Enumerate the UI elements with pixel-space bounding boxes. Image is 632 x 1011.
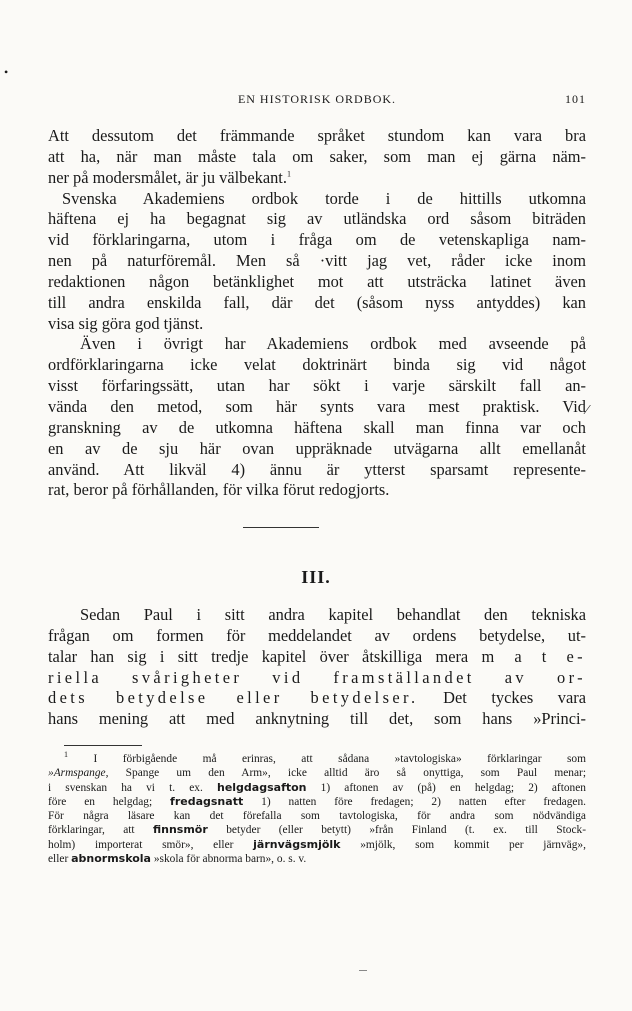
running-title: EN HISTORISK ORDBOK.: [237, 92, 397, 106]
text-span: i svenskan ha vi t. ex.: [48, 781, 217, 794]
spaced-text: riella svårigheter vid framställandet av or-: [48, 667, 586, 687]
bold-term: järnvägsmjölk: [253, 837, 341, 851]
footnote-line: För några läsare kan det förefalla som tavtologiska, för andra som nödvändiga: [48, 810, 586, 823]
text-line: till andra enskilda fall, där det (såsom nyss antyddes) kan: [48, 292, 586, 312]
bold-term: abnormskola: [71, 852, 151, 866]
text-span: I förbigående må erinras, att sådana »tavtologiska» förklaringar som: [93, 753, 586, 765]
text-line: vid förklaringarna, utom i fråga om de vetenskapliga nam-: [48, 230, 586, 250]
text-line: frågan om formen för meddelandet av ordens betydelse, ut-: [48, 625, 586, 645]
text-span: »mjölk, som kommit per järnväg»,: [340, 838, 586, 851]
text-span: Det tyckes vara: [443, 688, 587, 708]
margin-tick: ⁄: [586, 403, 589, 418]
footnote: [48, 752, 586, 866]
text-span: 1) aftonen av (på) en helgdag; 2) aftonen: [306, 781, 586, 794]
text-line: visst förfaringssätt, utan har sökt i varje särskilt fall an-: [48, 376, 586, 396]
text-span: eller: [48, 853, 72, 866]
text-span: talar han sig i sitt tredje kapitel över åtskilliga mera: [48, 646, 469, 666]
footnote-line: [48, 852, 586, 866]
bold-term: fredagsnatt: [170, 794, 244, 808]
text-span: holm) importerat smör», eller: [48, 838, 254, 851]
text-line: Svenska Akademiens ordbok torde i de hittills utkomna: [62, 188, 586, 208]
footnote-line: [48, 795, 586, 809]
text-span: ner på modersmålet, är ju välbekant.: [48, 167, 287, 187]
text-line: rat, beror på förhållanden, för vilka förut redogjorts.: [48, 480, 390, 500]
text-line: att ha, när man måste tala om saker, som man ej gärna näm-: [48, 146, 586, 166]
footnote-ref: 1: [286, 169, 291, 179]
footnote-line: [48, 781, 586, 795]
text-line: Även i övrigt har Akademiens ordbok med avseende på: [80, 334, 586, 354]
text-span: före en helgdag;: [48, 795, 171, 808]
footnote-line: [48, 752, 586, 766]
text-span: Spange um den Arm», icke alltid äro så onyttiga, som Paul menar;: [108, 767, 586, 780]
spaced-text: dets betydelse eller betydelser.: [48, 688, 419, 708]
footnote-line: [48, 823, 586, 837]
text-line: [48, 647, 586, 668]
footnote-line: [48, 766, 586, 780]
text-line: [48, 688, 586, 709]
text-line: visa sig göra god tjänst.: [48, 313, 204, 333]
text-span: förklaringar, att: [48, 824, 153, 837]
margin-dot: •: [4, 65, 9, 79]
text-line: vända den metod, som här synts vara mest praktisk. Vid: [48, 396, 586, 416]
body-text-top: [48, 126, 589, 501]
spaced-text: m a t e-: [481, 646, 587, 666]
italic-term: »Armspange,: [48, 767, 109, 780]
text-line: Sedan Paul i sitt andra kapitel behandlat den tekniska: [80, 605, 586, 624]
section-heading: III.: [301, 567, 331, 587]
page-mark: [359, 970, 367, 971]
footnote-line: [48, 838, 586, 852]
footnote-marker: 1: [64, 750, 68, 760]
bold-term: finnsmör: [152, 823, 208, 837]
text-span: »skola för abnorma barn», o. s. v.: [150, 853, 307, 866]
body-text-bottom: [48, 605, 586, 730]
text-line: [48, 168, 586, 189]
text-line: redaktionen någon betänklighet mot att utsträcka latinet även: [48, 271, 586, 291]
text-line: häftena ej ha begagnat sig av utländska ord såsom biträden: [48, 209, 586, 229]
text-line: använd. Att likväl 4) ännu är ytterst sparsamt represente-: [48, 459, 586, 479]
text-line: [48, 668, 586, 689]
text-line: Att dessutom det främmande språket stundom kan vara bra: [48, 126, 586, 145]
page-number: 101: [565, 92, 586, 106]
text-span: 1) natten före fredagen; 2) natten efter fredagen.: [243, 795, 587, 808]
section-divider: [243, 527, 319, 528]
bold-term: helgdagsafton: [217, 780, 307, 794]
text-line: granskning av de utkomna häftena skall man finna var och: [48, 417, 586, 437]
text-line: en av de sju här ovan uppräknade utvägarna allt emellanåt: [48, 438, 586, 458]
text-line: ordförklaringarna icke velat doktrinärt binda sig vid något: [48, 355, 586, 375]
text-span: betyder (eller betytt) »från Finland (t. ex. till Stock-: [207, 824, 586, 837]
text-line: nen på naturföremål. Men så ·vitt jag vet, råder icke inom: [48, 251, 586, 271]
footnote-rule: [64, 745, 142, 746]
text-line: hans mening att med anknytning till det, som hans »Princi-: [48, 709, 586, 729]
page-header: [48, 92, 586, 108]
